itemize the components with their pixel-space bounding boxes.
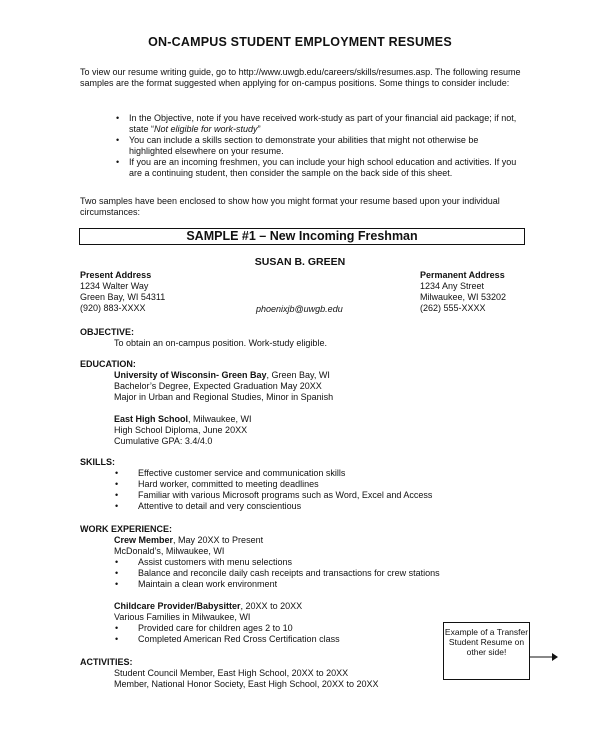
skill-item: • Effective customer service and communication skills	[127, 468, 540, 479]
duty-item: • Balance and reconcile daily cash receipts and transactions for crew stations	[127, 568, 540, 579]
job2-employer: Various Families in Milwaukee, WI	[114, 612, 251, 622]
transfer-callout-box: Example of a Transfer Student Resume on other side!	[443, 622, 530, 680]
skills-section	[80, 457, 540, 512]
school2-diploma: High School Diploma, June 20XX	[114, 425, 248, 435]
sample-heading: SAMPLE #1 – New Incoming Freshman	[79, 228, 525, 245]
arrow-right-icon	[530, 652, 558, 662]
tips-list	[118, 113, 523, 179]
activity-line1: Student Council Member, East High School, 20XX to 20XX	[114, 668, 349, 678]
permanent-address	[420, 270, 570, 314]
intro-paragraph: To view our resume writing guide, go to http://www.uwgb.edu/careers/skills/resumes.asp. The following resume samples are the format suggested when applying for on-campus positions. Some things to consider include:	[80, 67, 521, 88]
activity-line2: Member, National Honor Society, East High School, 20XX to 20XX	[114, 679, 379, 689]
skill-item: • Attentive to detail and very conscientious	[127, 501, 540, 512]
permanent-address-heading: Permanent Address	[420, 270, 505, 280]
objective-section	[80, 327, 540, 349]
permanent-address-line1: 1234 Any Street	[420, 281, 485, 291]
job2-title-line: Childcare Provider/Babysitter, 20XX to 20XX	[114, 601, 303, 611]
permanent-phone: (262) 555-XXXX	[420, 303, 486, 313]
samples-paragraph: Two samples have been enclosed to show how you might format your resume based upon your individual circumstances:	[80, 196, 500, 217]
school1-major: Major in Urban and Regional Studies, Minor in Spanish	[114, 392, 334, 402]
tip-item: • In the Objective, note if you have received work-study as part of your financial aid package; if not, state “Not eligible for work-study”	[118, 113, 523, 135]
skill-item: • Familiar with various Microsoft programs such as Word, Excel and Access	[127, 490, 540, 501]
activities-heading: ACTIVITIES:	[80, 657, 133, 667]
school1-line: University of Wisconsin- Green Bay, Green Bay, WI	[114, 370, 330, 380]
education-heading: EDUCATION:	[80, 359, 136, 369]
work-heading: WORK EXPERIENCE:	[80, 524, 173, 534]
skill-item: • Hard worker, committed to meeting deadlines	[127, 479, 540, 490]
tip-item: • If you are an incoming freshmen, you can include your high school education and activities. If you are a continuing student, then consider the sample on the back side of this sheet.	[118, 157, 523, 179]
present-address-line2: Green Bay, WI 54311	[80, 292, 166, 302]
tip-item: • You can include a skills section to demonstrate your abilities that might not otherwise be highlighted elsewhere on your resume.	[118, 135, 523, 157]
present-address	[80, 270, 280, 314]
job1-title-line: Crew Member, May 20XX to Present	[114, 535, 264, 545]
duty-item: • Provided care for children ages 2 to 10	[127, 623, 540, 634]
present-address-heading: Present Address	[80, 270, 152, 280]
school2-gpa: Cumulative GPA: 3.4/4.0	[114, 436, 213, 446]
school2-line: East High School, Milwaukee, WI	[114, 414, 252, 424]
email-address: phoenixjb@uwgb.edu	[256, 304, 343, 314]
skills-list	[80, 468, 540, 512]
present-phone: (920) 883-XXXX	[80, 303, 146, 313]
job1-employer: McDonald’s, Milwaukee, WI	[114, 546, 225, 556]
school1-degree: Bachelor’s Degree, Expected Graduation May 20XX	[114, 381, 322, 391]
objective-text: To obtain an on-campus position. Work-study eligible.	[114, 338, 327, 348]
duty-item: • Completed American Red Cross Certification class	[127, 634, 540, 645]
duty-item: • Maintain a clean work environment	[127, 579, 540, 590]
skills-heading: SKILLS:	[80, 457, 115, 467]
permanent-address-line2: Milwaukee, WI 53202	[420, 292, 507, 302]
job1-duties	[80, 557, 540, 590]
present-address-line1: 1234 Walter Way	[80, 281, 149, 291]
duty-item: • Assist customers with menu selections	[127, 557, 540, 568]
page-title: ON-CAMPUS STUDENT EMPLOYMENT RESUMES	[148, 35, 452, 49]
education-section	[80, 359, 540, 447]
applicant-name: SUSAN B. GREEN	[254, 256, 346, 268]
objective-heading: OBJECTIVE:	[80, 327, 135, 337]
